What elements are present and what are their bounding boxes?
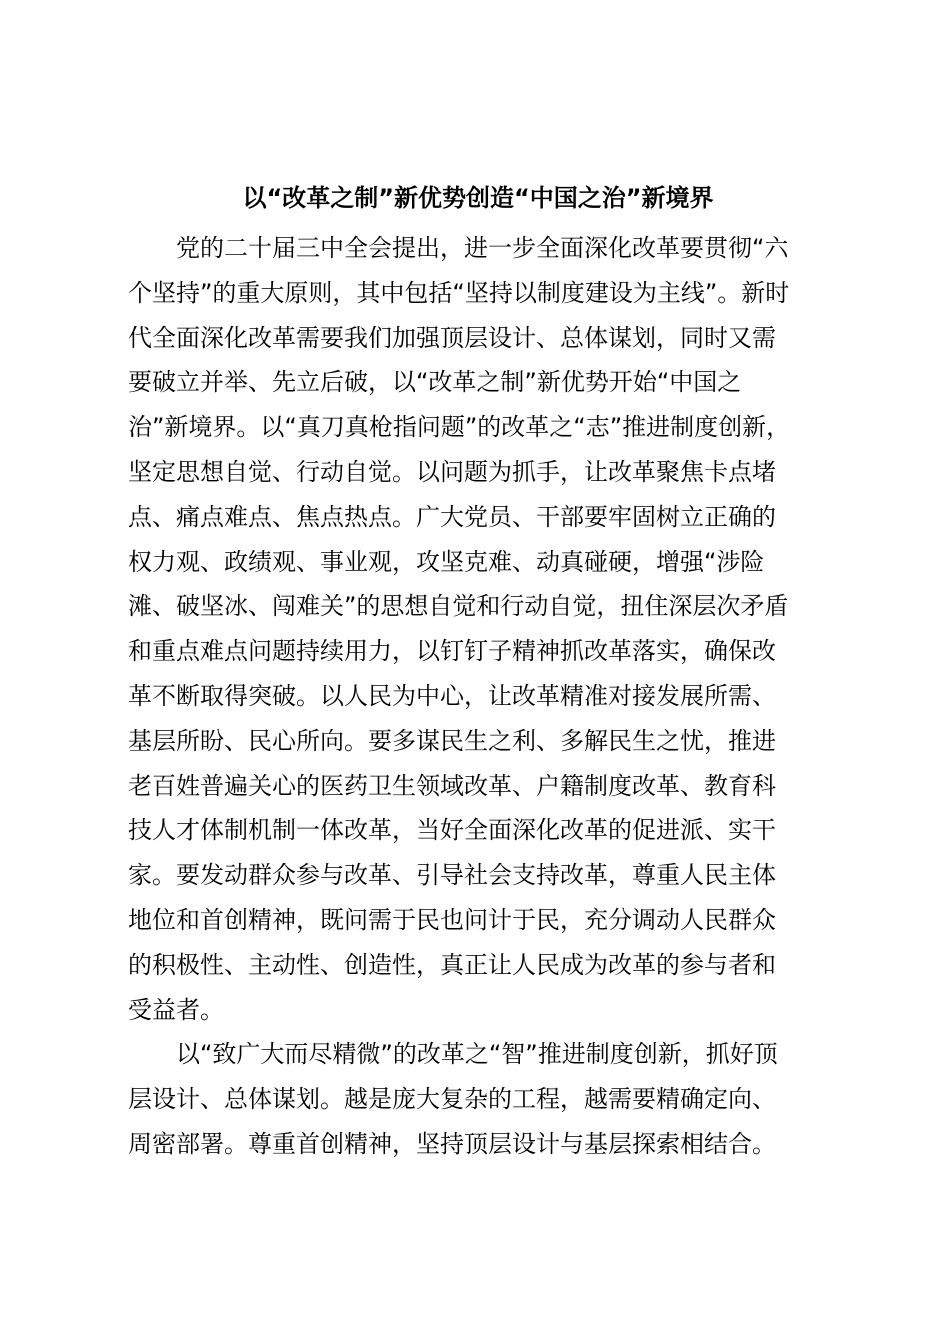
text-line: 坚定思想自觉、行动自觉。以问题为抓手，让改革聚焦卡点堵 (128, 457, 776, 486)
paragraph-2 (128, 1032, 828, 1166)
text-line: 革不断取得突破。以人民为中心，让改革精准对接发展所需、 (128, 681, 776, 710)
paragraph-1 (128, 226, 828, 1032)
text-line: 代全面深化改革需要我们加强顶层设计、总体谋划，同时又需 (128, 323, 776, 352)
text-line: 滩、破坚冰、闯难关”的思想自觉和行动自觉，扭住深层次矛盾 (128, 592, 789, 621)
text-line: 周密部署。尊重首创精神，坚持顶层设计与基层探索相结合。 (128, 1129, 776, 1158)
text-line: 家。要发动群众参与改革、引导社会支持改革，尊重人民主体 (128, 861, 776, 890)
document-body (128, 226, 828, 1167)
text-line: 治”新境界。以“真刀真枪指问题”的改革之“志”推进制度创新， (128, 413, 791, 442)
document-title: 以“改革之制”新优势创造“中国之治”新境界 (242, 184, 714, 212)
text-line: 老百姓普遍关心的医药卫生领域改革、户籍制度改革、教育科 (128, 771, 776, 800)
text-line: 技人才体制机制一体改革，当好全面深化改革的促进派、实干 (128, 816, 776, 845)
text-line: 基层所盼、民心所向。要多谋民生之利、多解民生之忧，推进 (128, 726, 776, 755)
text-line: 点、痛点难点、焦点热点。广大党员、干部要牢固树立正确的 (128, 502, 776, 531)
text-line: 党的二十届三中全会提出，进一步全面深化改革要贯彻“六 (176, 234, 789, 262)
text-line: 以“致广大而尽精微”的改革之“智”推进制度创新，抓好顶 (176, 1040, 778, 1069)
text-line: 层设计、总体谋划。越是庞大复杂的工程，越需要精确定向、 (128, 1085, 776, 1114)
text-line: 和重点难点问题持续用力，以钉钉子精神抓改革落实，确保改 (128, 637, 776, 666)
text-line: 的积极性、主动性、创造性，真正让人民成为改革的参与者和 (128, 950, 776, 979)
text-line: 个坚持”的重大原则，其中包括“坚持以制度建设为主线”。新时 (128, 278, 790, 307)
text-line: 地位和首创精神，既问需于民也问计于民，充分调动人民群众 (128, 905, 776, 934)
text-line: 受益者。 (128, 995, 224, 1024)
text-line: 要破立并举、先立后破，以“改革之制”新优势开始“中国之 (128, 368, 742, 397)
text-line: 权力观、政绩观、事业观，攻坚克难、动真碰硬，增强“涉险 (128, 547, 765, 576)
